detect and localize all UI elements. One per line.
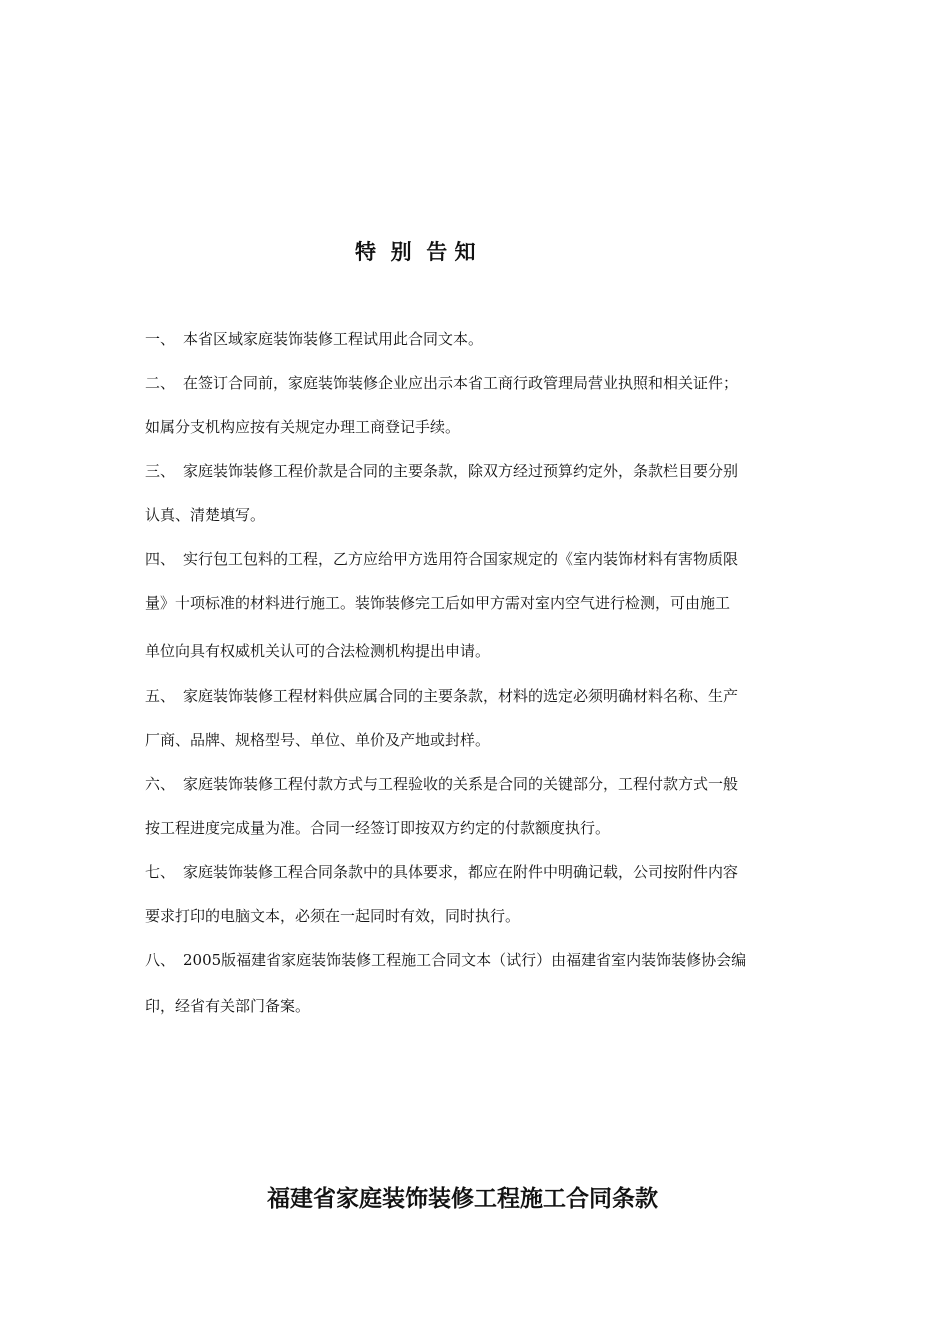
item-number: 四、	[145, 550, 176, 568]
contract-title-text: 福建省家庭装饰装修工程施工合同条款	[267, 1186, 658, 1212]
item-text: 家庭装饰装修工程合同条款中的具体要求，都应在附件中明确记载，公司按附件内容	[183, 863, 739, 881]
notice-item-6-line-1	[145, 774, 738, 794]
item-number: 三、	[145, 462, 176, 480]
notice-title: 特 别 告 知	[355, 240, 476, 264]
item-text: 家庭装饰装修工程价款是合同的主要条款，除双方经过预算约定外，条款栏目要分别	[183, 462, 739, 480]
notice-item-8-line-1	[145, 950, 746, 970]
notice-item-5-line-1	[145, 686, 738, 706]
item-number: 七、	[145, 863, 176, 881]
notice-item-3-line-1	[145, 461, 738, 481]
item-text: 家庭装饰装修工程付款方式与工程验收的关系是合同的关键部分，工程付款方式一般	[183, 775, 739, 793]
item-number: 五、	[145, 687, 176, 705]
item-number: 二、	[145, 374, 176, 392]
notice-item-2-line-2: 如属分支机构应按有关规定办理工商登记手续。	[145, 418, 461, 436]
notice-item-4-line-3: 单位向具有权威机关认可的合法检测机构提出申请。	[145, 642, 491, 660]
notice-item-4-line-1	[145, 549, 738, 569]
item-number: 一、	[145, 330, 176, 348]
notice-item-1-line-1	[145, 329, 483, 349]
item-text: 2005版福建省家庭装饰装修工程施工合同文本（试行）由福建省室内装饰装修协会编	[183, 951, 747, 969]
notice-item-3-line-2: 认真、清楚填写。	[145, 506, 266, 524]
item-text: 本省区域家庭装饰装修工程试用此合同文本。	[183, 330, 484, 348]
notice-item-8-line-2: 印，经省有关部门备案。	[145, 997, 311, 1015]
notice-item-4-line-2: 量》十项标准的材料进行施工。装饰装修完工后如甲方需对室内空气进行检测，可由施工	[145, 594, 731, 612]
contract-title	[0, 1180, 950, 1213]
item-text: 实行包工包料的工程，乙方应给甲方选用符合国家规定的《室内装饰材料有害物质限	[183, 550, 739, 568]
notice-item-7-line-1	[145, 862, 738, 882]
item-text: 在签订合同前，家庭装饰装修企业应出示本省工商行政管理局营业执照和相关证件；	[183, 374, 739, 392]
item-number: 八、	[145, 951, 176, 969]
notice-item-2-line-1	[145, 373, 738, 393]
item-text: 家庭装饰装修工程材料供应属合同的主要条款，材料的选定必须明确材料名称、生产	[183, 687, 739, 705]
item-number: 六、	[145, 775, 176, 793]
notice-item-7-line-2: 要求打印的电脑文本，必须在一起同时有效，同时执行。	[145, 907, 521, 925]
notice-item-5-line-2: 厂商、品牌、规格型号、单位、单价及产地或封样。	[145, 731, 491, 749]
notice-item-6-line-2: 按工程进度完成量为准。合同一经签订即按双方约定的付款额度执行。	[145, 819, 611, 837]
